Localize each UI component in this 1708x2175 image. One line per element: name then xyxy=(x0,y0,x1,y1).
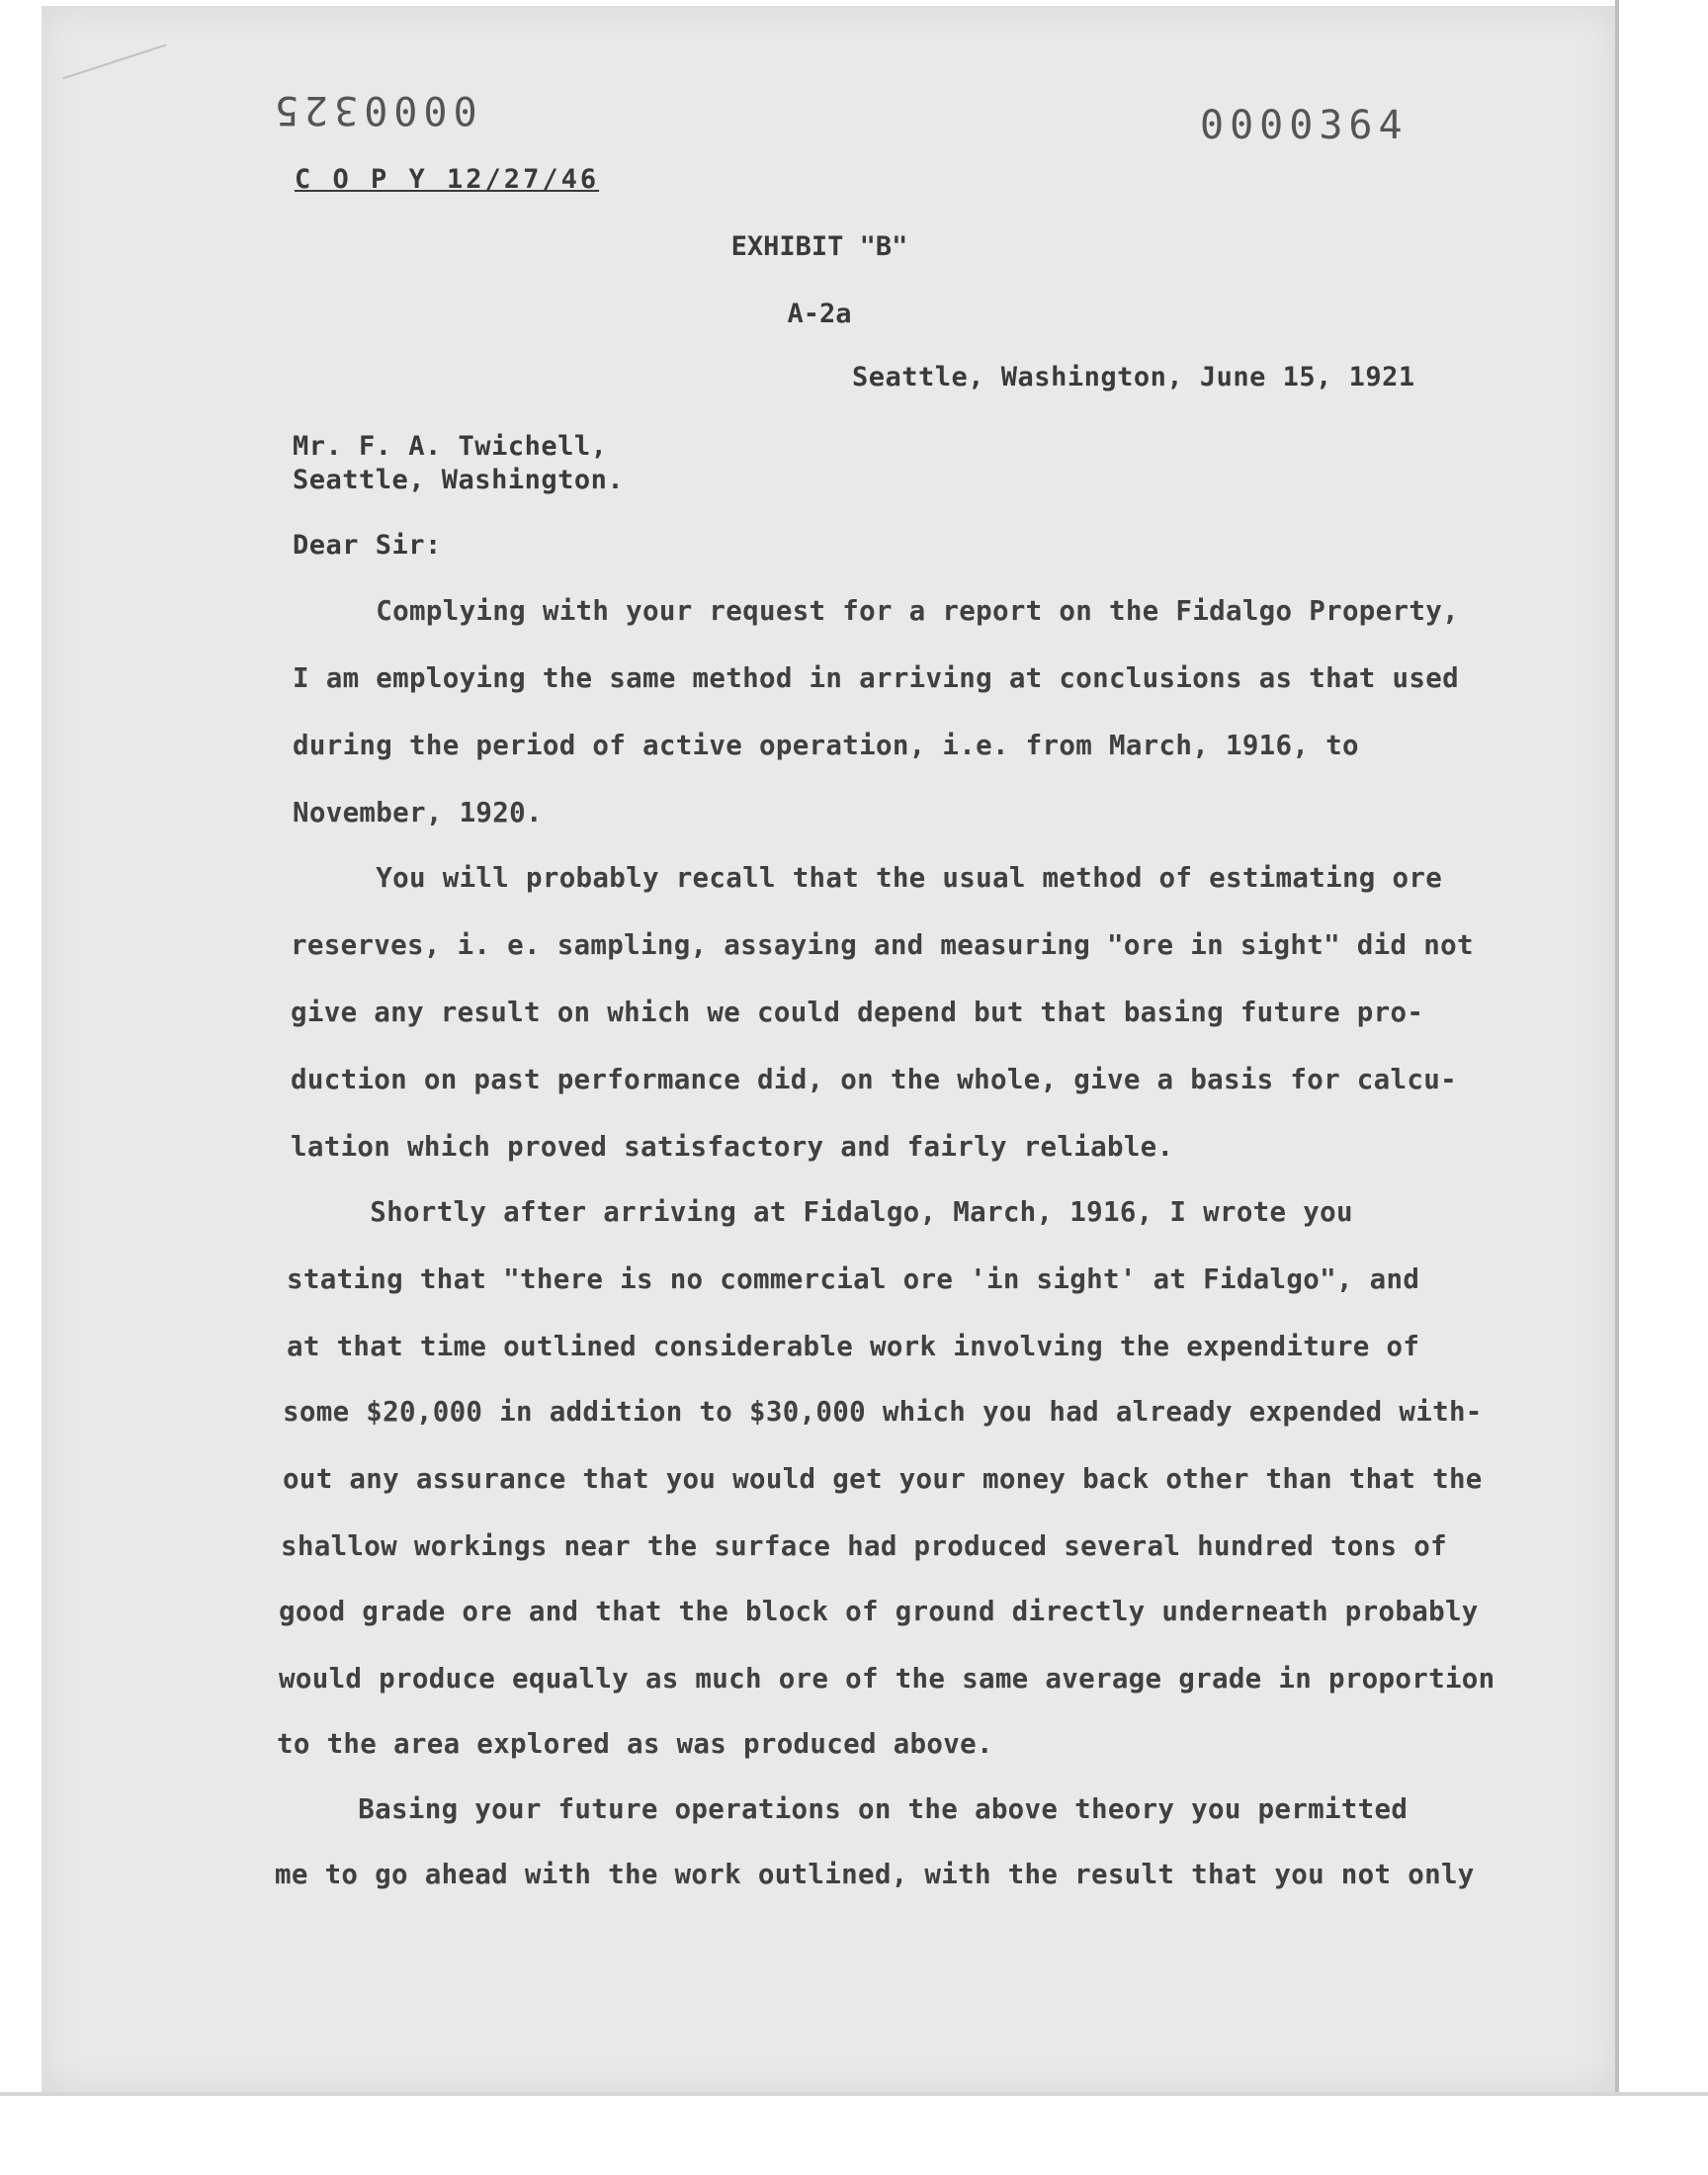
body-line: Basing your future operations on the above theory you permitted xyxy=(275,1793,1409,1825)
exhibit-heading: EXHIBIT "B" xyxy=(730,231,908,262)
body-line: at that time outlined considerable work involving the expenditure of xyxy=(287,1331,1420,1362)
body-line: give any result on which we could depend but that basing future pro- xyxy=(291,997,1424,1028)
body-line: Complying with your request for a report on the Fidalgo Property, xyxy=(293,595,1459,627)
body-line: during the period of active operation, i.e. from March, 1916, to xyxy=(293,730,1359,761)
body-line: You will probably recall that the usual method of estimating ore xyxy=(293,862,1443,894)
address-line-2: Seattle, Washington. xyxy=(293,465,625,495)
body-line: duction on past performance did, on the whole, give a basis for calcu- xyxy=(291,1064,1457,1095)
dateline: Seattle, Washington, June 15, 1921 xyxy=(852,362,1415,392)
copy-date-line: C O P Y 12/27/46 xyxy=(295,164,600,195)
body-line: stating that "there is no commercial ore 'in sight' at Fidalgo", and xyxy=(287,1263,1420,1295)
body-line: shallow workings near the surface had produced several hundred tons of xyxy=(281,1530,1447,1562)
body-line: me to go ahead with the work outlined, with the result that you not only xyxy=(275,1859,1475,1890)
body-line: some $20,000 in addition to $30,000 which you had already expended with- xyxy=(283,1396,1483,1428)
body-line: reserves, i. e. sampling, assaying and measuring "ore in sight" did not xyxy=(291,929,1474,961)
body-line: good grade ore and that the block of ground directly underneath probably xyxy=(279,1596,1479,1627)
body-line: to the area explored as was produced above. xyxy=(277,1728,993,1760)
stamp-number-right: 0000364 xyxy=(1200,103,1409,148)
address-line-1: Mr. F. A. Twichell, xyxy=(293,431,608,462)
body-line: Shortly after arriving at Fidalgo, March, 1916, I wrote you xyxy=(287,1196,1353,1228)
stamp-number-left: 0000325 xyxy=(269,87,477,132)
body-line: I am employing the same method in arriving at conclusions as that used xyxy=(293,662,1459,694)
salutation: Dear Sir: xyxy=(293,530,442,561)
page-bottom-edge xyxy=(0,2092,1708,2096)
body-line: out any assurance that you would get your money back other than that the xyxy=(283,1463,1483,1495)
body-line: lation which proved satisfactory and fairly reliable. xyxy=(291,1131,1174,1163)
body-line: would produce equally as much ore of the same average grade in proportion xyxy=(279,1663,1495,1695)
body-line: November, 1920. xyxy=(293,797,543,828)
exhibit-code: A-2a xyxy=(787,299,852,329)
